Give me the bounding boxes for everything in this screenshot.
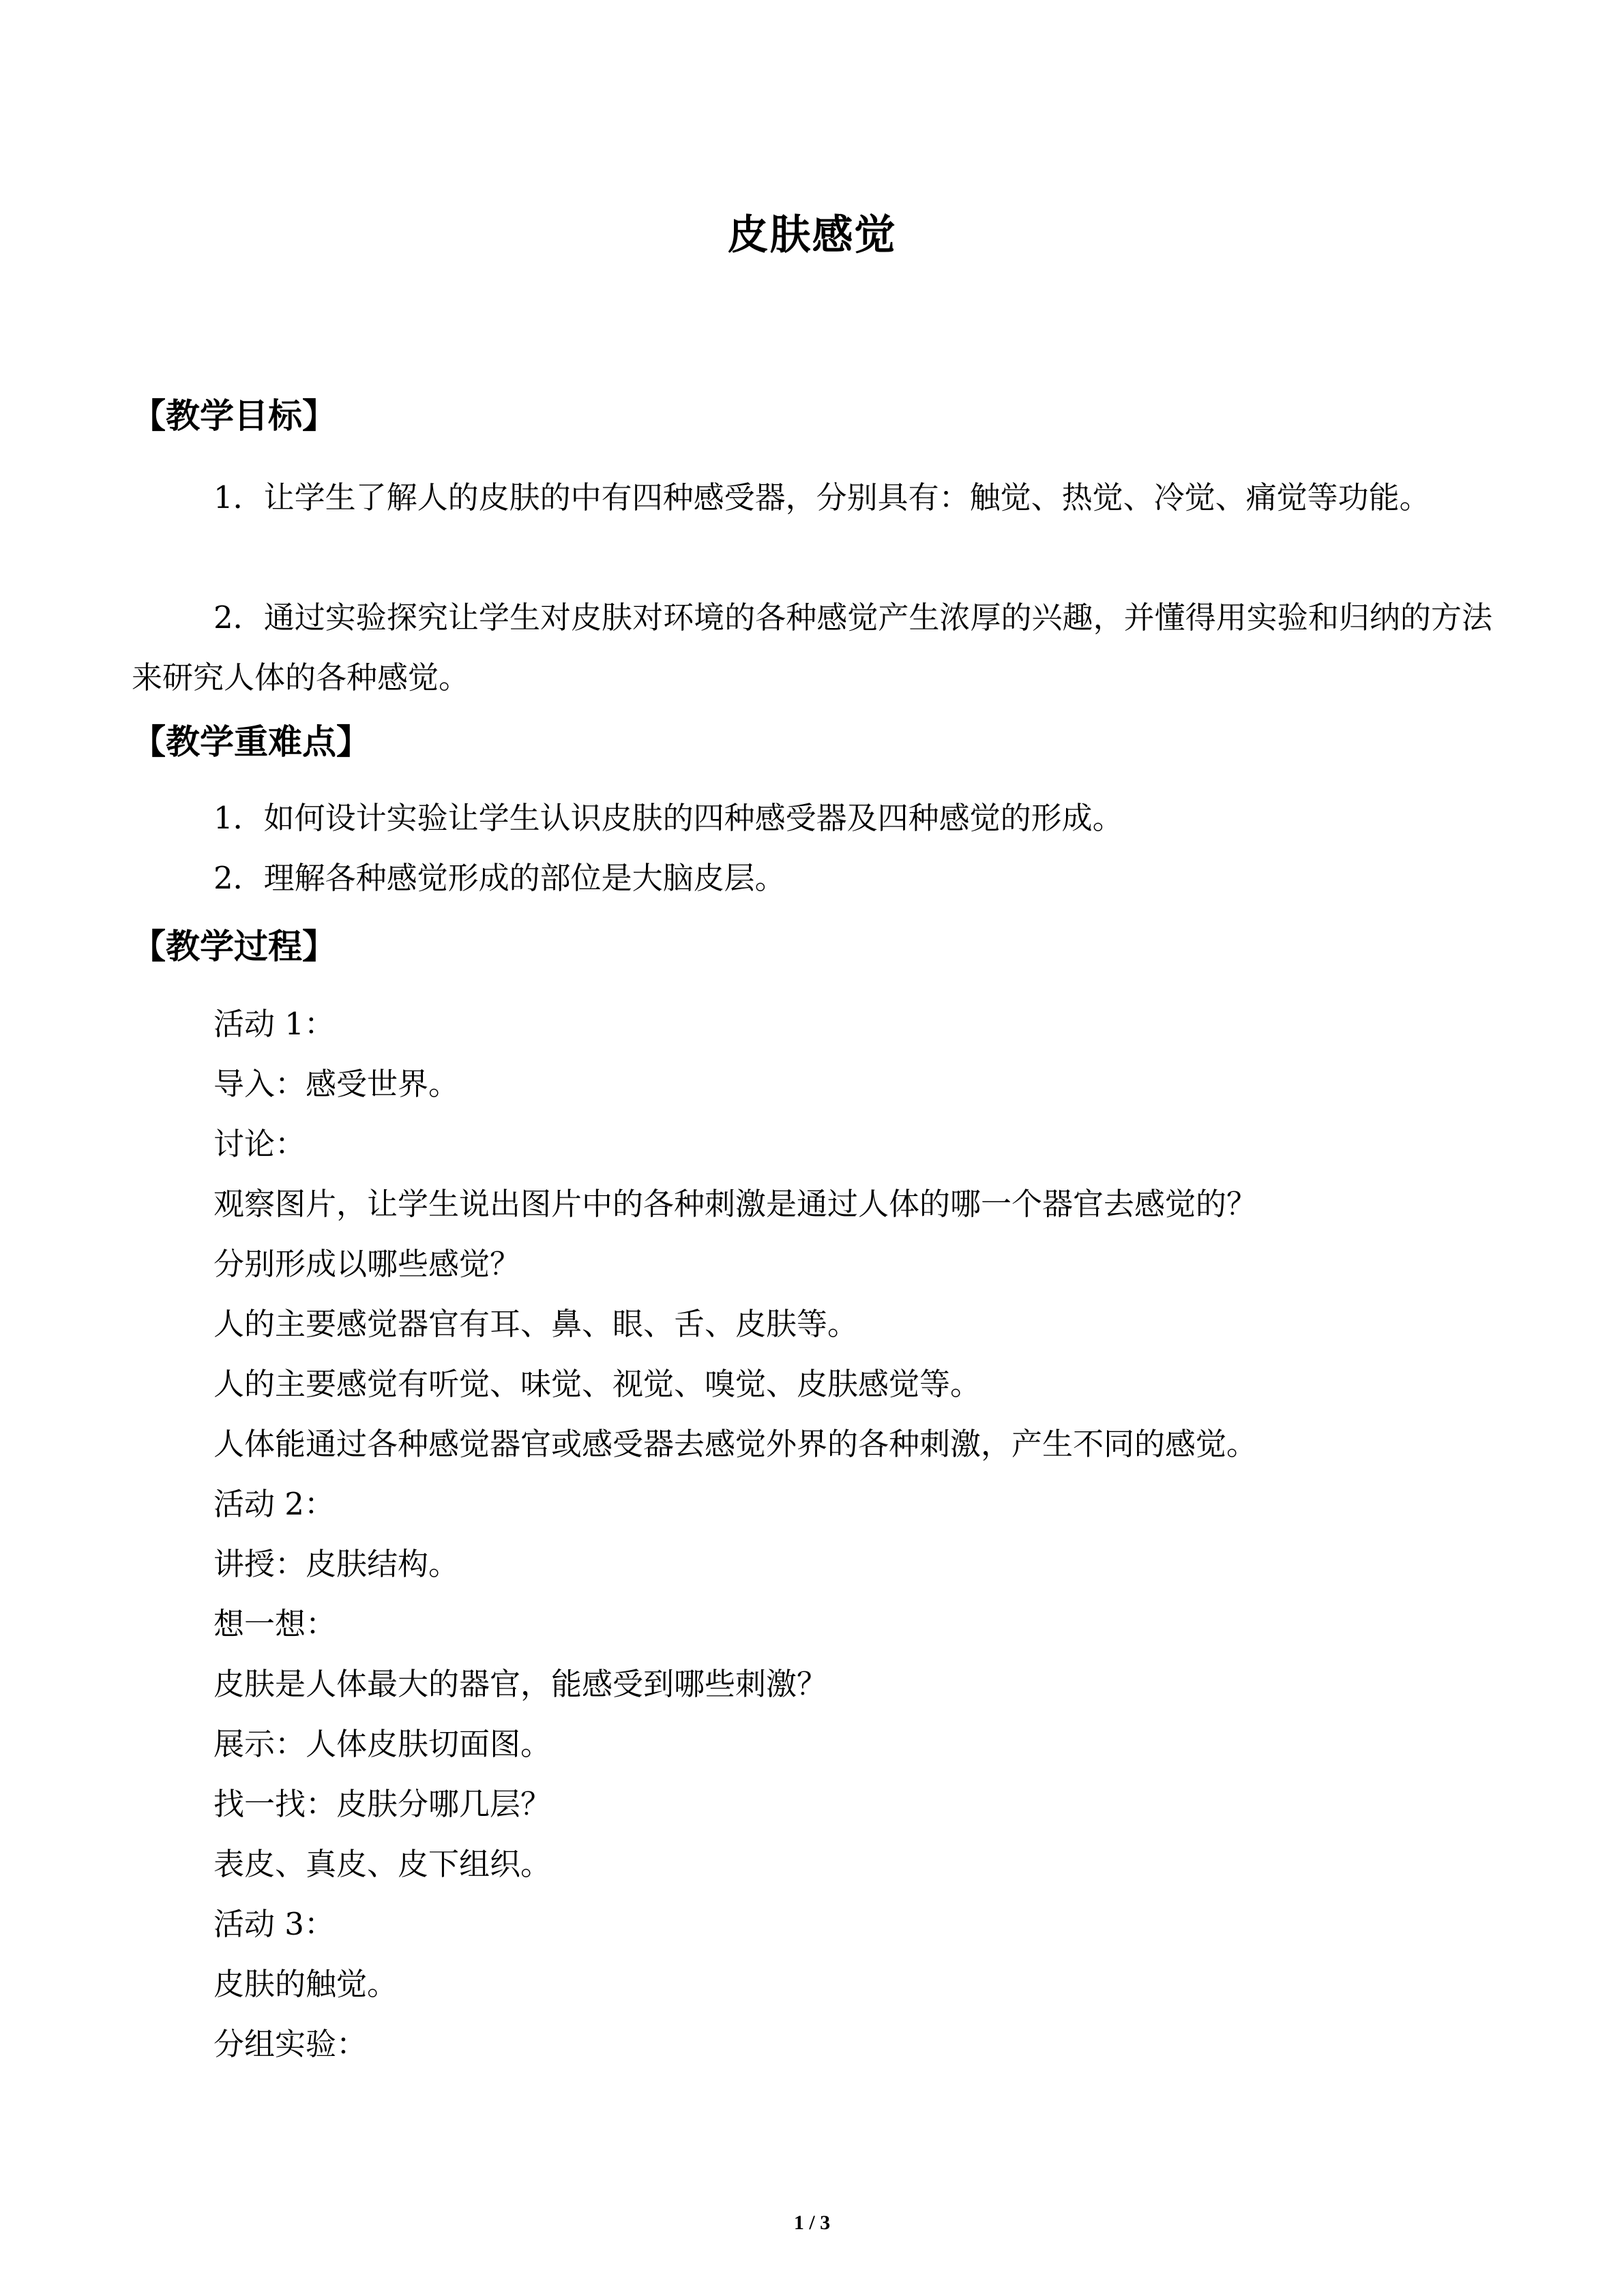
process-line: 人的主要感觉有听觉、味觉、视觉、嗅觉、皮肤感觉等。 (213, 1366, 981, 1402)
process-line: 皮肤是人体最大的器官，能感受到哪些刺激？ (213, 1666, 828, 1702)
process-line: 分组实验： (213, 2026, 368, 2062)
section-heading-objectives: 【教学目标】 (132, 396, 336, 436)
process-line: 皮肤的触觉。 (213, 1966, 398, 2002)
process-line: 活动 3： (213, 1906, 335, 1942)
process-line: 观察图片，让学生说出图片中的各种刺激是通过人体的哪一个器官去感觉的？ (213, 1186, 1258, 1222)
process-line: 人体能通过各种感觉器官或感受器去感觉外界的各种刺激，产生不同的感觉。 (213, 1426, 1258, 1462)
section-heading-key-points: 【教学重难点】 (132, 722, 370, 762)
objective-paragraph-1: 1．让学生了解人的皮肤的中有四种感受器，分别具有：触觉、热觉、冷觉、痛觉等功能。 (213, 479, 1430, 516)
process-line: 活动 2： (213, 1486, 335, 1522)
objective-paragraph-2: 2．通过实验探究让学生对皮肤对环境的各种感觉产生浓厚的兴趣，并懂得用实验和归纳的方法来研究人体的各种感觉。 (132, 599, 1492, 696)
page-number: 1 / 3 (793, 2211, 831, 2234)
process-line: 人的主要感觉器官有耳、鼻、眼、舌、皮肤等。 (213, 1306, 859, 1342)
process-line: 讨论： (213, 1126, 306, 1162)
process-line: 展示：人体皮肤切面图。 (213, 1726, 552, 1762)
process-line: 找一找：皮肤分哪几层？ (213, 1786, 552, 1822)
key-point-1: 1．如何设计实验让学生认识皮肤的四种感受器及四种感觉的形成。 (213, 800, 1123, 836)
process-line: 活动 1： (213, 1006, 335, 1042)
section-heading-process: 【教学过程】 (132, 927, 336, 966)
process-line: 讲授：皮肤结构。 (213, 1546, 460, 1582)
document-title: 皮肤感觉 (727, 211, 897, 259)
process-line: 导入：感受世界。 (213, 1066, 460, 1102)
process-line: 表皮、真皮、皮下组织。 (213, 1846, 552, 1882)
process-line: 分别形成以哪些感觉？ (213, 1246, 521, 1282)
process-line: 想一想： (213, 1606, 337, 1642)
key-point-2: 2．理解各种感觉形成的部位是大脑皮层。 (213, 860, 786, 896)
